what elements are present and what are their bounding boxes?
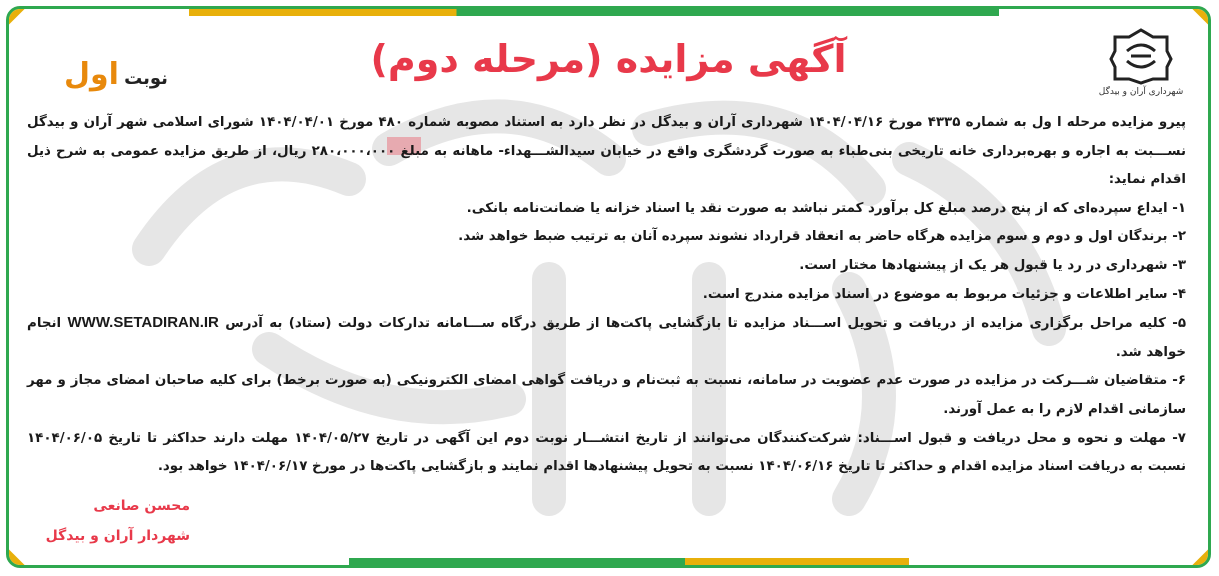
signer-role: شهردار آران و بیدگل: [45, 528, 190, 544]
signer-name: محسن صانعی: [93, 498, 190, 514]
corner-ornament: [1192, 6, 1211, 25]
signature-block: [46, 491, 190, 551]
bottom-color-bar: [349, 558, 909, 565]
condition-item: ۷- مهلت و نحوه و محل دریافت و قبول اســـناد: شرکت‌کنندگان می‌توانند از تاریخ انتشـــار نوبت دوم این آگهی در تاریخ ۱۴۰۴/۰۵/۲۷ مهلت دارند حداکثر تا تاریخ ۱۴۰۴/۰۶/۰۵ نسبت به دریافت اسناد مزایده اقدام و حداکثر تا تاریخ ۱۴۰۴/۰۶/۱۶ نسبت به تحویل پیشنهادها اقدام نمایند و بازگشایی پاکت‌ها در مورخ ۱۴۰۴/۰۶/۱۷ خواهد بود.: [27, 430, 1186, 475]
condition-item: [27, 309, 1186, 367]
round-label: نوبت: [124, 68, 168, 89]
corner-ornament: [6, 549, 25, 568]
round-badge: [64, 57, 168, 92]
corner-ornament: [6, 6, 25, 25]
intro-paragraph: پیرو مزایده مرحله ا ول به شماره ۴۳۳۵ مورخ ۱۴۰۴/۰۴/۱۶ شهرداری آران و بیدگل در نظر دارد به استناد مصوبه شماره ۴۸۰ مورخ ۱۴۰۴/۰۴/۰۱ شورای اسلامی شهر آران و بیدگل نســـبت به اجاره و بهره‌برداری خانه تاریخی بنی‌طباء به صورت گردشگری واقع در خیابان سیدالشـــهداء- ماهانه به مبلغ ۲۸۰،۰۰۰،۰۰۰ ریال، از طریق مزایده عمومی به شرح ذیل اقدام نماید:: [27, 115, 1186, 188]
top-color-bar: [189, 9, 999, 16]
condition-item: ۶- متقاضیان شـــرکت در مزایده در صورت عدم عضویت در سامانه، نسبت به ثبت‌نام و دریافت گواهی امضای الکترونیکی (به صورت برخط) برای کلیه صاحبان امضای مجاز و مهر سازمانی اقدام لازم را به عمل آورند.: [27, 373, 1186, 417]
item5-text: ۵- کلیه مراحل برگزاری مزایده از دریافت و تحویل اســـناد مزایده تا بازگشایی پاکت‌ها از طریق درگاه ســـامانه تدارکات دولت (ستاد) به آدرس: [225, 316, 1186, 332]
round-value: اول: [64, 57, 119, 92]
condition-item: ۴- سایر اطلاعات و جزئیات مربوط به موضوع در اسناد مزایده مندرج است.: [702, 286, 1186, 302]
setad-website-link[interactable]: WWW.SETADIRAN.IR: [67, 314, 219, 332]
page-title: آگهی مزایده (مرحله دوم): [370, 37, 847, 81]
item5-tail: انجام خواهد شد.: [27, 316, 1186, 360]
condition-item: ۲- برندگان اول و دوم و سوم مزایده هرگاه حاضر به انعقاد قرارداد نشوند سپرده آنان به ترتیب ضبط خواهد شد.: [458, 229, 1186, 245]
condition-item: ۱- ایداع سپرده‌ای که از پنج درصد مبلغ کل برآورد کمتر نباشد به صورت نقد یا اسناد خزانه یا ضمانت‌نامه بانکی.: [466, 200, 1186, 216]
notice-body: [27, 109, 1186, 482]
corner-ornament: [1192, 549, 1211, 568]
logo-caption: شهرداری آران و بیدگل: [1098, 87, 1184, 97]
condition-item: ۳- شهرداری در رد یا قبول هر یک از پیشنهادها مختار است.: [799, 257, 1186, 273]
notice-frame: [6, 6, 1211, 568]
